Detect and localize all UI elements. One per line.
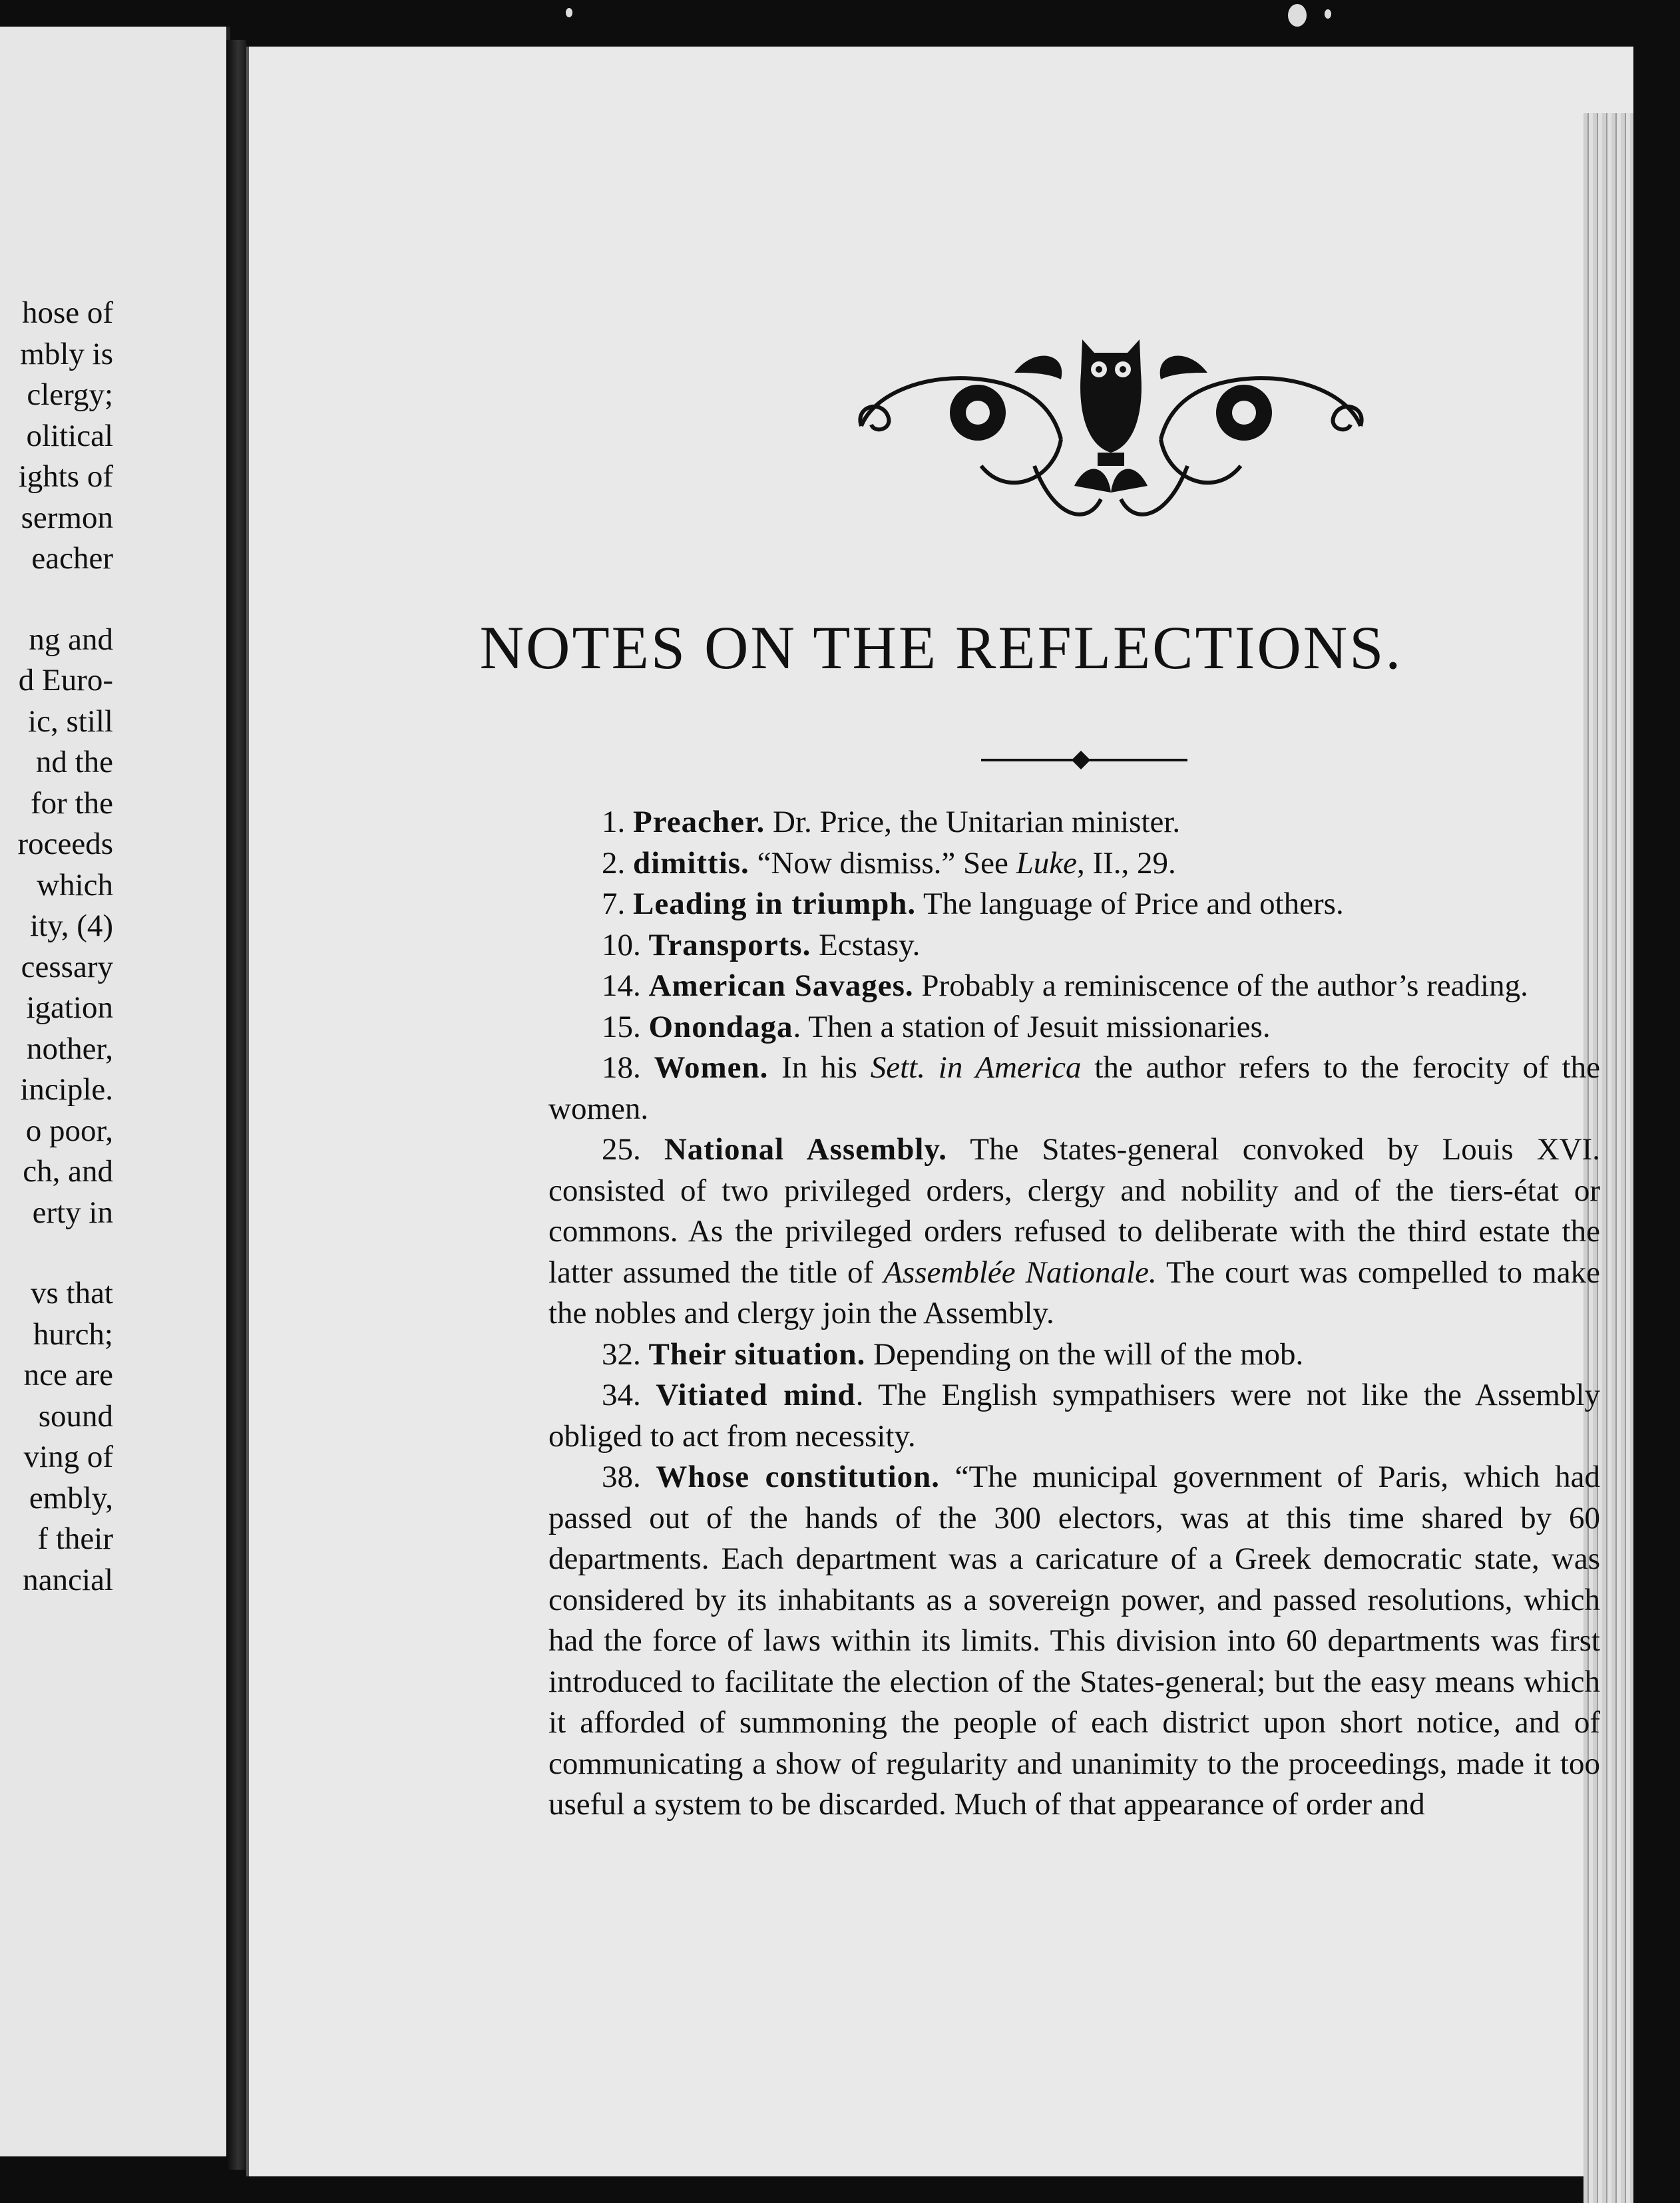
left-page-line: cessary [21,949,113,984]
right-page [246,47,1633,2176]
note-text: Sett. in America [870,1050,1082,1085]
note-heading: Whose constitution. [656,1460,941,1494]
note-heading: Transports. [648,927,811,962]
left-page-line: ity, (4) [30,908,113,943]
left-page-line: hurch; [33,1316,113,1352]
left-page-line: o poor, [25,1113,113,1148]
note-number: 7. [602,887,633,921]
note-number: 32. [602,1336,649,1372]
note-heading: dimittis. [633,845,749,881]
note-text: Ecstasy. [811,927,921,962]
left-page-line: olitical [26,418,113,453]
note-text: . Then a station of Jesuit missionaries. [793,1009,1271,1044]
note-text: In his [768,1050,871,1085]
note-text: Depending on the will of the mob. [865,1336,1304,1372]
note-heading: American Savages. [648,968,914,1003]
left-page-line: nancial [23,1562,113,1597]
note-heading: National Assembly. [664,1132,948,1167]
note-heading: Their situation. [648,1336,866,1372]
note-item [548,843,1600,885]
left-page-line: clergy; [27,377,113,412]
note-text: The language of Price and others. [916,887,1344,921]
left-page-line: nce are [23,1358,113,1392]
note-text: Luke [1016,845,1077,881]
left-page-line: inciple. [20,1072,113,1107]
note-text: “The municipal government of Paris, which had passed out of the hands of the 300 electors, was at this time shared by 60 departments. Each department was a caricature of a Greek democratic state, was considered by its inhabitants as a sovereign power, and passed resolutions, which had the force of laws within its limits. This division into 60 departments was first introduced to facilitate the election of the States-general; but the easy means which it afforded of summoning the people of each district upon short notice, and of communicating a show of regularity and unanimity to the proceedings, made it too useful a system to be discarded. Much of that appearance of order and [548,1460,1600,1822]
left-page-line: erty in [32,1195,113,1230]
note-text: “Now dismiss.” See [749,845,1016,881]
note-text: The court was compelled to make the nobles and clergy join the Assembly. [548,1255,1600,1330]
note-text: Dr. Price, the Unitarian minister. [765,805,1181,839]
left-page-line: roceeds [17,827,113,861]
note-heading: Vitiated mind [656,1378,856,1412]
note-text: Assemblée Nationale. [883,1255,1157,1290]
left-page-text [0,293,226,1601]
left-page-line: d Euro- [18,663,113,698]
note-text: . The English sympathisers were not like the Assembly obliged to act from necessity. [548,1378,1601,1454]
note-number: 18. [602,1050,654,1085]
note-item [548,1048,1600,1129]
left-page-line: eacher [31,541,113,576]
note-item [548,925,1600,966]
note-item [548,966,1600,1007]
left-page-line: hose of [21,296,113,330]
note-item [548,1334,1600,1376]
left-page-line: sound [38,1398,113,1434]
note-number: 1. [602,805,633,839]
left-page-line: ights of [18,459,113,494]
page-title: NOTES ON THE REFLECTIONS. [479,614,1403,682]
note-heading: Women. [654,1050,769,1085]
note-text: Probably a reminiscence of the author’s reading. [913,968,1528,1003]
note-number: 25. [602,1132,664,1167]
left-page-line: ving of [23,1440,113,1474]
left-page [0,27,230,2156]
note-text: The States-general convoked by Louis XVI. consisted of two privileged orders, clergy and nobility and of the tiers-état or commons. As the privileged orders refused to deliberate with the third estate the latter assumed the title of [548,1132,1600,1290]
note-text: , II., 29. [1076,845,1176,881]
left-page-line: ic, still [28,703,113,739]
left-page-line: embly, [29,1480,113,1515]
note-number: 14. [602,968,649,1003]
left-page-line: nd the [35,745,113,779]
note-number: 15. [602,1009,649,1044]
left-page-line: sermon [21,500,113,535]
note-number: 2. [602,845,633,881]
left-page-line: which [37,867,113,902]
owl-ornament-icon [835,333,1387,532]
left-page-line: ch, and [23,1154,113,1189]
note-number: 10. [602,927,649,962]
left-page-line: f their [37,1521,113,1556]
left-page-line: mbly is [20,336,113,371]
rule-ornament [1072,751,1090,769]
note-number: 34. [602,1378,656,1412]
left-page-line: igation [26,990,113,1025]
book-gutter [226,40,246,2170]
note-heading: Onondaga [648,1009,793,1044]
note-item [548,802,1600,843]
note-item [548,1129,1600,1334]
left-page-line: ng and [29,622,113,657]
note-item [548,1457,1600,1826]
notes-list [548,802,1600,1826]
note-number: 38. [602,1460,656,1494]
note-item [548,884,1600,925]
note-text: the author refers to the ferocity of the women. [548,1050,1600,1126]
left-page-line: nother, [27,1031,113,1066]
note-item [548,1375,1600,1457]
note-heading: Leading in triumph. [633,887,917,921]
left-page-line: vs that [30,1276,113,1310]
note-item [548,1007,1600,1048]
note-heading: Preacher. [633,805,765,839]
left-page-line: for the [31,785,113,821]
